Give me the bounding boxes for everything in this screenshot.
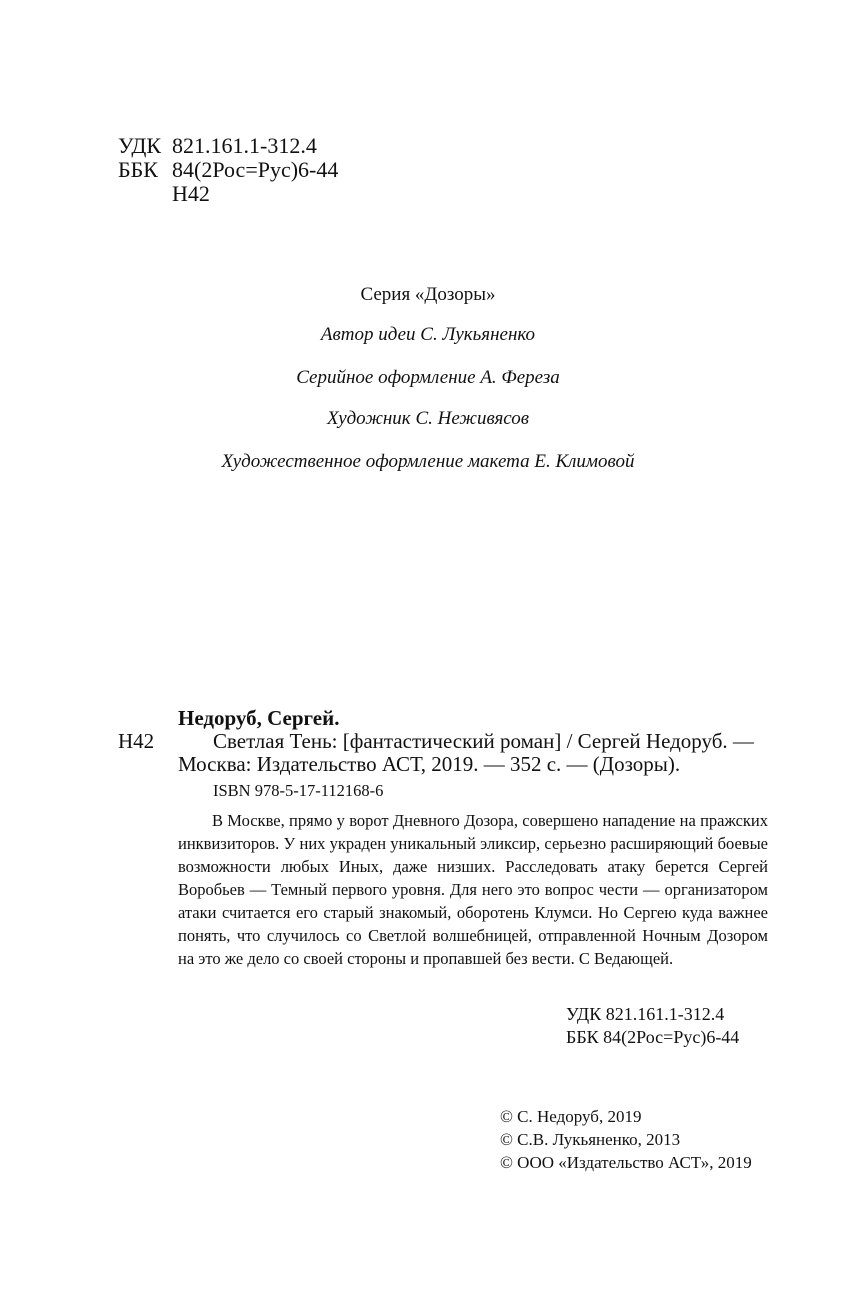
copyright-line-2: © С.В. Лукьяненко, 2013 xyxy=(500,1130,681,1149)
bottom-bbk: ББК 84(2Рос=Рус)6-44 xyxy=(566,1027,740,1047)
catalog-title-line1: Светлая Тень: [фантастический роман] / Сергей Недоруб. — xyxy=(213,729,754,753)
bottom-udk: УДК 821.161.1-312.4 xyxy=(566,1004,725,1024)
series-line: Серия «Дозоры» xyxy=(360,284,496,305)
udk-value: 821.161.1-312.4 xyxy=(172,133,317,158)
isbn: ISBN 978-5-17-112168-6 xyxy=(213,781,384,800)
copyright-line-3: © ООО «Издательство АСТ», 2019 xyxy=(500,1153,752,1172)
annotation-paragraph: В Москве, прямо у ворот Дневного Дозора, совершено нападение на пражских инквизиторов. У них украден уникальный эликсир, серьезно расширяющий боевые возможности любых Иных, даже низших. Расследовать атаку берется Сергей Воробьев — Темный первого уровня. Для него это вопрос чести — организатором атаки считается его старый знакомый, оборотень Клумси. Но Сергею куда важнее понять, что случилось со Светлой волшебницей, отправленной Ночным Дозором на это же дело со своей стороны и пропавшей без вести. С Ведающей. xyxy=(178,811,768,968)
author-sign: Н42 xyxy=(172,181,210,206)
bbk-label: ББК xyxy=(118,157,158,182)
catalog-author-heading: Недоруб, Сергей. xyxy=(178,706,340,730)
artist-line: Художник С. Неживясов xyxy=(326,408,530,429)
layout-design-line: Художественное оформление макета Е. Климовой xyxy=(221,451,635,472)
catalog-title-line2: Москва: Издательство АСТ, 2019. — 352 с. — (Дозоры). xyxy=(178,752,681,776)
udk-label: УДК xyxy=(118,133,162,158)
catalog-sign: Н42 xyxy=(118,729,155,753)
idea-author-line: Автор идеи С. Лукьяненко xyxy=(320,324,536,345)
bbk-value: 84(2Рос=Рус)6-44 xyxy=(172,157,339,182)
series-design-line: Серийное оформление А. Фереза xyxy=(296,367,560,388)
copyright-line-1: © С. Недоруб, 2019 xyxy=(500,1107,642,1126)
